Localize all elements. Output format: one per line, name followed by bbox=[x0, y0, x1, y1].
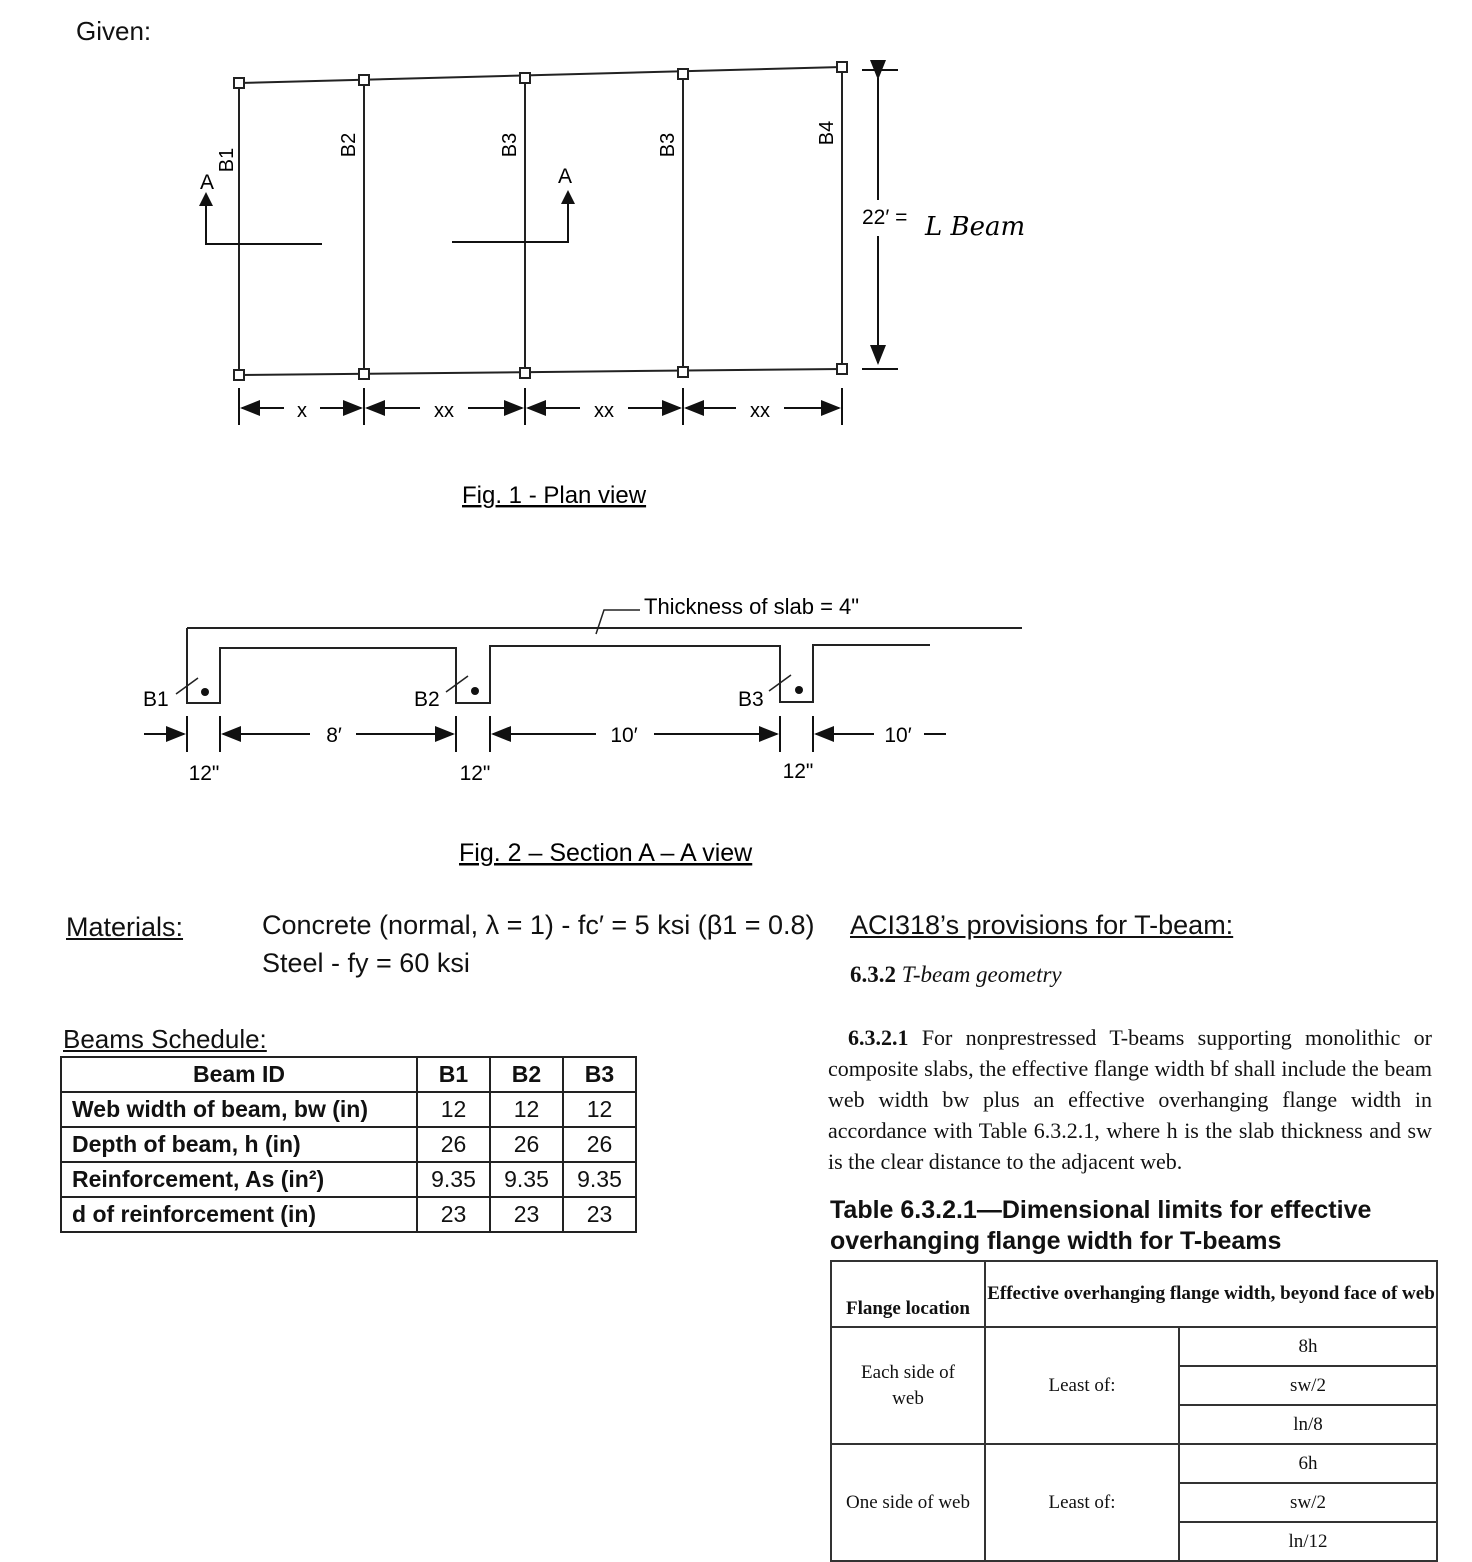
table-cell: 23 bbox=[490, 1197, 563, 1232]
clear-spacing-label: 8′ bbox=[326, 724, 342, 747]
row-label: d of reinforcement (in) bbox=[61, 1197, 417, 1232]
flange-location-cell: Each side of web bbox=[831, 1327, 985, 1444]
web-width-label: 12" bbox=[782, 760, 814, 783]
clear-spacing-label: 10′ bbox=[884, 724, 912, 747]
slab-thickness-label: Thickness of slab = 4" bbox=[644, 594, 860, 619]
aci-section-heading bbox=[850, 962, 1062, 988]
section-dimensions bbox=[144, 716, 946, 752]
limit-cell: 6h bbox=[1179, 1444, 1437, 1483]
limit-cell: ln/8 bbox=[1179, 1405, 1437, 1444]
section-beam-label: B2 bbox=[414, 688, 440, 711]
web-width-label: 12" bbox=[188, 762, 220, 785]
section-beam-label: B3 bbox=[738, 688, 764, 711]
table-cell: 23 bbox=[417, 1197, 490, 1232]
table-cell: 12 bbox=[490, 1092, 563, 1127]
table-cell: 26 bbox=[563, 1127, 636, 1162]
limit-cell: ln/12 bbox=[1179, 1522, 1437, 1561]
aci-paragraph-number: 6.3.2.1 bbox=[848, 1025, 909, 1050]
spacing-label: xx bbox=[594, 400, 614, 422]
header-cell: Flange location bbox=[831, 1261, 985, 1327]
spacing-label: xx bbox=[434, 400, 454, 422]
limit-cell: sw/2 bbox=[1179, 1366, 1437, 1405]
header-cell: Effective overhanging flange width, beyond face of web bbox=[985, 1261, 1437, 1327]
table-cell: 12 bbox=[417, 1092, 490, 1127]
section-mark-label: A bbox=[558, 165, 573, 188]
steel-spec: Steel - fy = 60 ksi bbox=[262, 948, 470, 978]
section-mark-label: A bbox=[200, 171, 215, 194]
limit-cell: 8h bbox=[1179, 1327, 1437, 1366]
aci-title: ACI318’s provisions for T-beam: bbox=[850, 910, 1234, 940]
table-row bbox=[61, 1197, 636, 1232]
section-arrow-icon bbox=[199, 192, 213, 206]
aci-paragraph-text: For nonprestressed T-beams supporting monolithic or composite slabs, the effective flange width bf shall include the beam web width bw plus an effective overhanging flange width in accordance with Table 6.3.2.1, where h is the slab thickness and sw is the clear distance to the adjacent web. bbox=[828, 1025, 1432, 1174]
header-cell: B2 bbox=[490, 1057, 563, 1092]
rule-cell: Least of: bbox=[985, 1444, 1179, 1561]
plan-beam-label: B2 bbox=[338, 132, 360, 158]
rule-cell: Least of: bbox=[985, 1327, 1179, 1444]
leader-lines bbox=[176, 610, 791, 694]
table-row bbox=[831, 1444, 1437, 1483]
table-cell: 9.35 bbox=[490, 1162, 563, 1197]
header-cell: Beam ID bbox=[61, 1057, 417, 1092]
clear-spacing-label: 10′ bbox=[610, 724, 638, 747]
aci-section-title: T-beam geometry bbox=[901, 962, 1062, 987]
plan-beam-label: B3 bbox=[657, 132, 679, 158]
table-header-row bbox=[61, 1057, 636, 1092]
spacing-label: xx bbox=[750, 400, 770, 422]
table-cell: 12 bbox=[563, 1092, 636, 1127]
aci-section-number: 6.3.2 bbox=[850, 962, 896, 987]
plan-beam-label: B1 bbox=[216, 147, 238, 173]
row-label: Reinforcement, As (in²) bbox=[61, 1162, 417, 1197]
given-label: Given: bbox=[76, 16, 152, 46]
plan-beam-label: B3 bbox=[499, 132, 521, 158]
aci-table-title: Table 6.3.2.1—Dimensional limits for effective overhanging flange width for T-beams bbox=[830, 1196, 1372, 1255]
limit-cell: sw/2 bbox=[1179, 1483, 1437, 1522]
table-row bbox=[831, 1327, 1437, 1366]
column-markers bbox=[234, 62, 847, 380]
span-label: 22′ = bbox=[862, 206, 908, 229]
spacing-label: x bbox=[297, 400, 307, 422]
schedule-title: Beams Schedule: bbox=[63, 1024, 267, 1054]
flange-location-cell: One side of web bbox=[831, 1444, 985, 1561]
rebar-dots bbox=[201, 686, 803, 696]
header-cell: B1 bbox=[417, 1057, 490, 1092]
row-label: Web width of beam, bw (in) bbox=[61, 1092, 417, 1127]
materials-label: Materials: bbox=[66, 912, 184, 942]
section-view bbox=[187, 628, 1022, 703]
table-header-row bbox=[831, 1261, 1437, 1327]
table-cell: 23 bbox=[563, 1197, 636, 1232]
aci-paragraph bbox=[828, 1022, 1432, 1177]
web-width-label: 12" bbox=[459, 762, 491, 785]
concrete-spec: Concrete (normal, λ = 1) - fc′ = 5 ksi (β1 = 0.8) bbox=[262, 910, 815, 940]
table-row bbox=[61, 1162, 636, 1197]
beams-schedule-table bbox=[60, 1056, 637, 1233]
header-cell: B3 bbox=[563, 1057, 636, 1092]
table-cell: 9.35 bbox=[417, 1162, 490, 1197]
table-cell: 26 bbox=[490, 1127, 563, 1162]
section-arrow-icon bbox=[561, 190, 575, 204]
fig1-caption: Fig. 1 - Plan view bbox=[462, 482, 647, 509]
flange-width-table bbox=[830, 1260, 1438, 1562]
table-row bbox=[61, 1127, 636, 1162]
section-cut-marks bbox=[206, 198, 568, 244]
table-row bbox=[61, 1092, 636, 1127]
section-beam-label: B1 bbox=[143, 688, 169, 711]
table-cell: 9.35 bbox=[563, 1162, 636, 1197]
table-cell: 26 bbox=[417, 1127, 490, 1162]
plan-beam-label: B4 bbox=[816, 120, 838, 146]
row-label: Depth of beam, h (in) bbox=[61, 1127, 417, 1162]
handwritten-note: L Beam bbox=[925, 212, 1026, 242]
plan-view bbox=[239, 67, 842, 375]
fig2-caption: Fig. 2 – Section A – A view bbox=[459, 839, 753, 867]
